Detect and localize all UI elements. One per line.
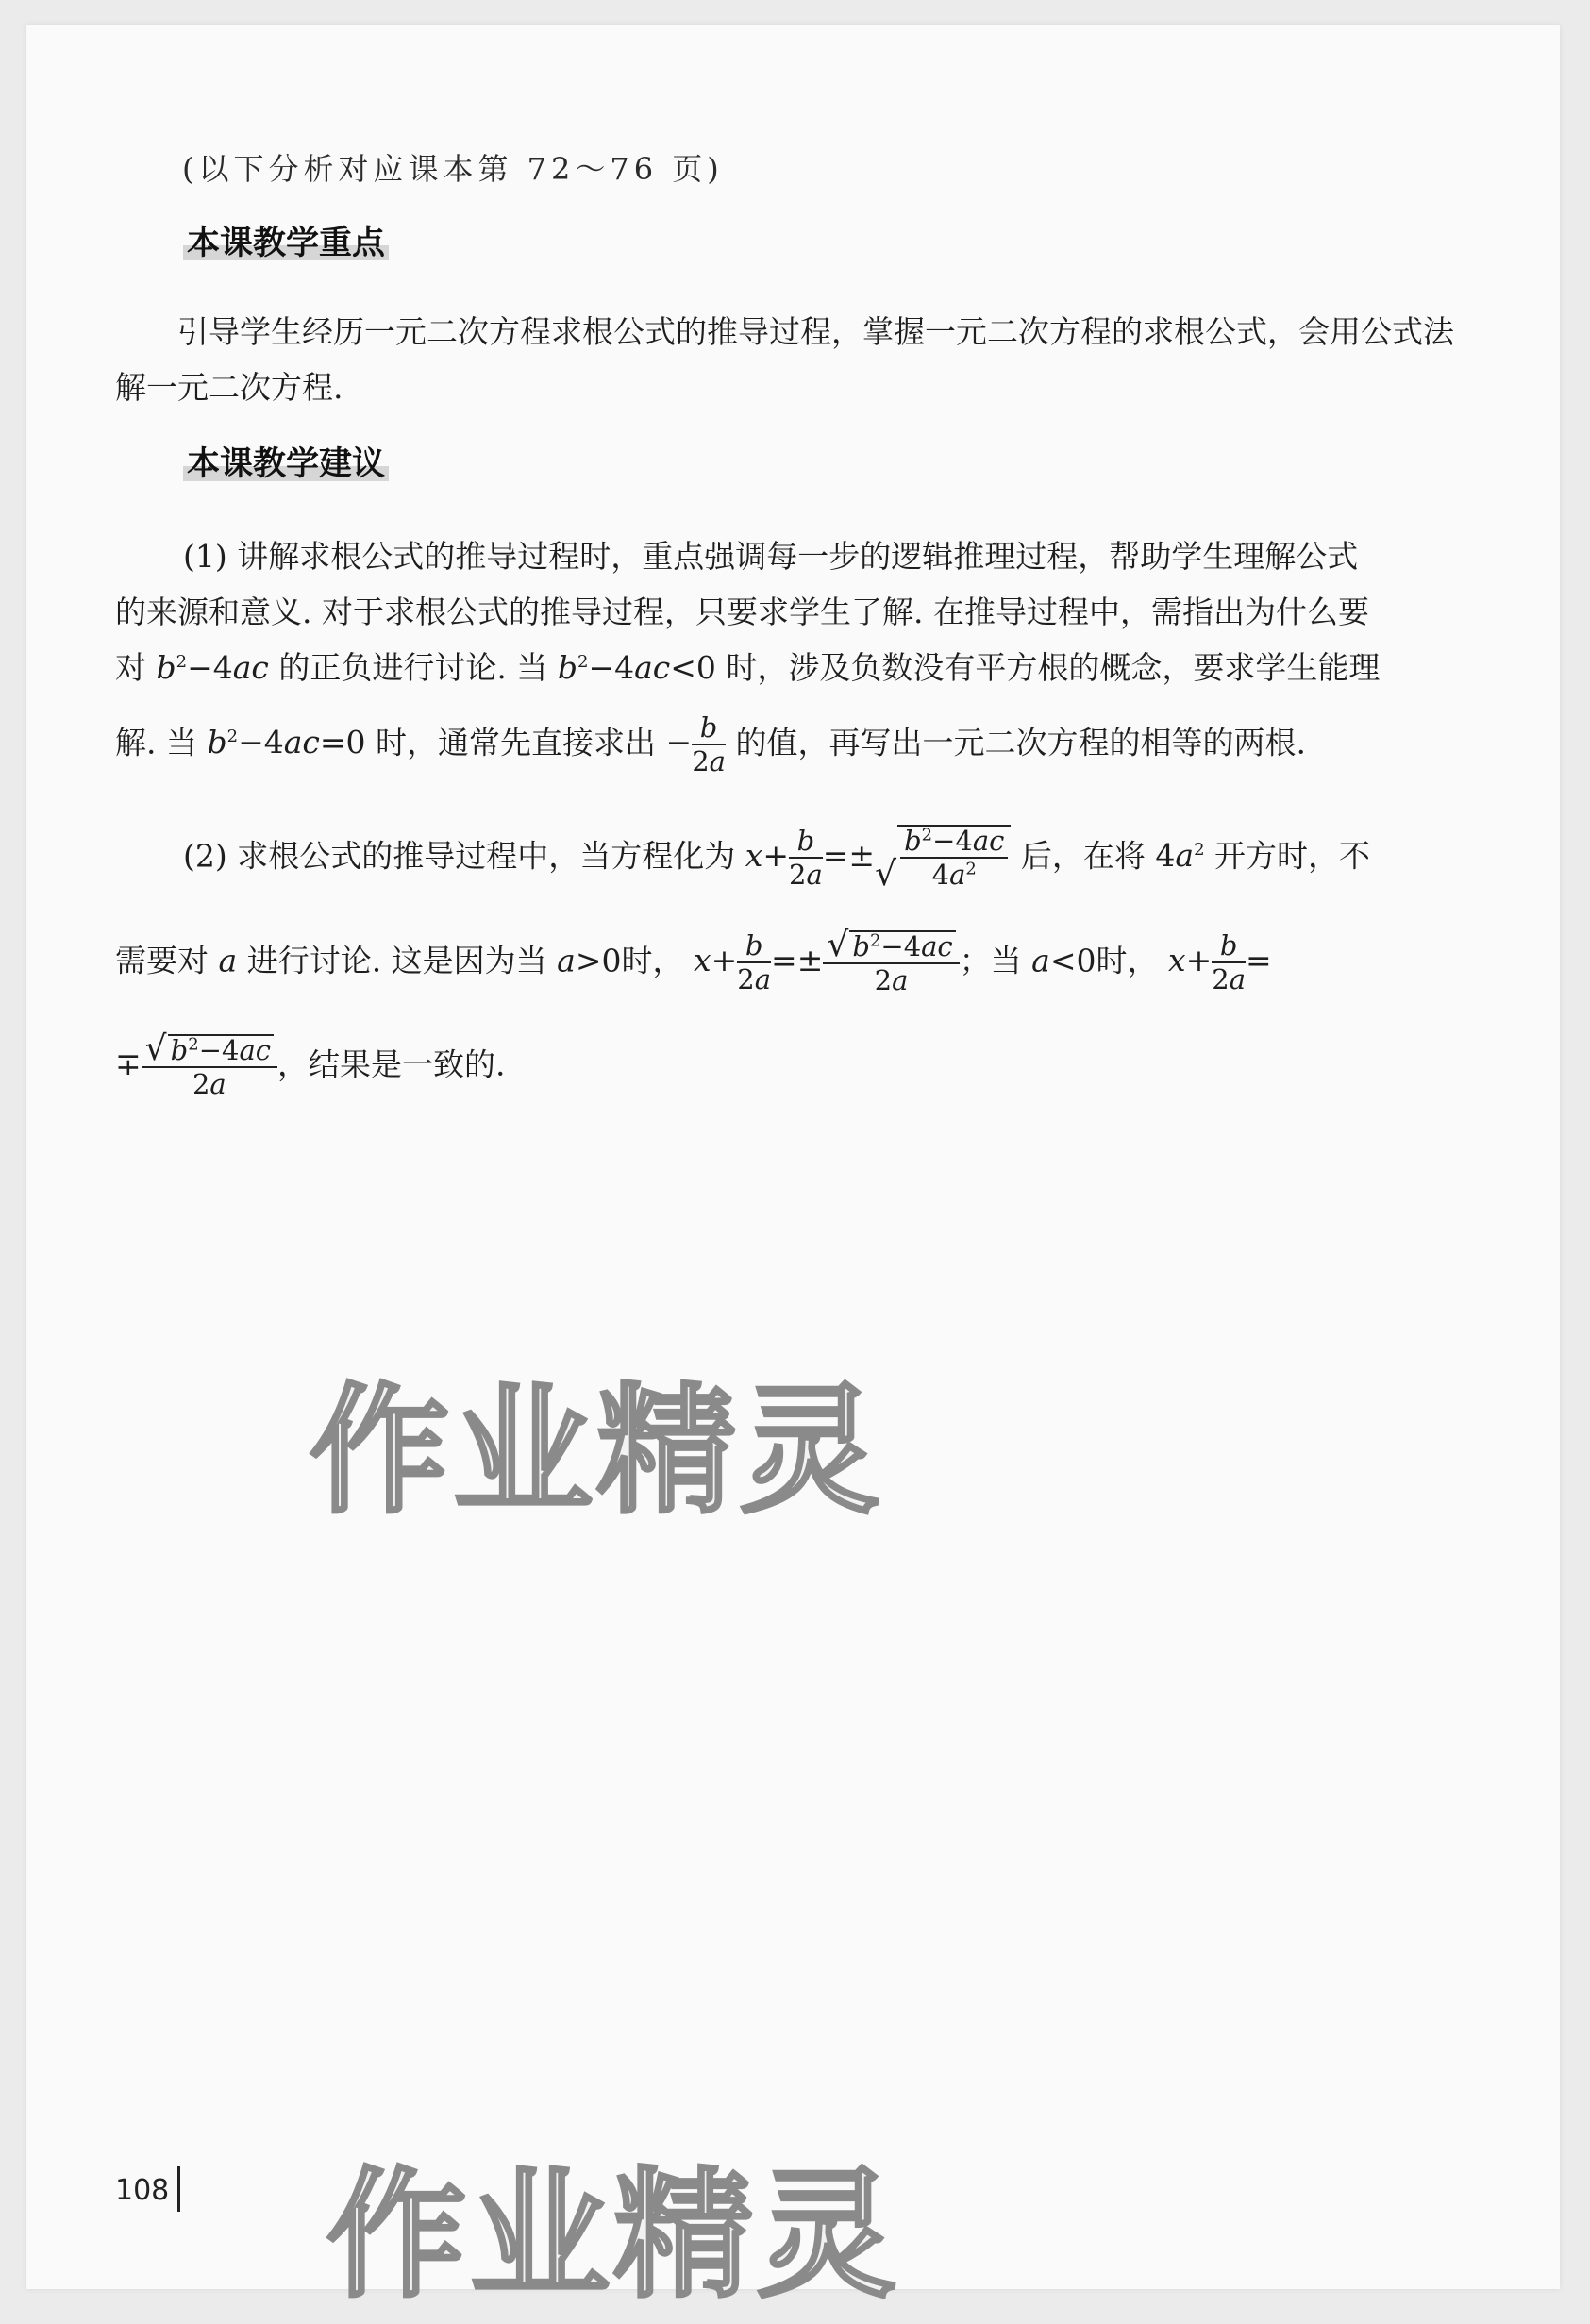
formula-a-positive: x+ $\frac{b}{2a}$ =± √ $b^2-4ac$ 2a [694, 942, 960, 978]
section-heading-key-points: 本课教学重点 [183, 217, 389, 264]
page-reference-note: (以下分析对应课本第 72～76 页) [182, 151, 724, 187]
suggestion-1-line-1: (1) 讲解求根公式的推导过程时，重点强调每一步的逻辑推理过程，帮助学生理解公式 [183, 538, 1359, 575]
suggestion-1-line-4: 解. 当 $b^2-4ac=0$ 时，通常先直接求出 − $\frac{b}{2a}$ 的值，再写出一元二次方程的相等的两根. [115, 711, 1306, 778]
a-positive: a>0 [557, 942, 622, 979]
page-number-divider [177, 2166, 180, 2212]
suggestion-1-line-3: 对 $b^2-4ac$ 的正负进行讨论. 当 $b^2-4ac<0$ 时，涉及负数没有平方根的概念，要求学生能理 [115, 649, 1381, 686]
discriminant-zero: $b^2-4ac=0$ [207, 724, 366, 761]
document-page [26, 25, 1560, 2316]
page-number: 108 [115, 2174, 170, 2207]
suggestion-2-line-1: (2) 求根公式的推导过程中，当方程化为 x+ $\frac{b}{2a}$ =± √ $\frac{b^2-4ac}{4a^2}$ 后，在将 $4a^2$ 开方时，不 [183, 825, 1371, 894]
formula-a-negative-rhs: ∓ √ $b^2-4ac$ 2a [115, 1045, 277, 1082]
discriminant-negative: $b^2-4ac<0$ [557, 649, 716, 686]
discriminant-expression: $b^2-4ac$ [156, 649, 269, 686]
suggestion-2-line-2: 需要对 a 进行讨论. 这是因为当 a>0时， x+ $\frac{b}{2a}$ =± √ $b^2-4ac$ 2a ；当 a<0时， x+ $\frac{b}{2a}$ = [115, 926, 1272, 997]
key-points-paragraph: 引导学生经历一元二次方程求根公式的推导过程，掌握一元二次方程的求根公式，会用公式法解一元二次方程. [115, 313, 1454, 406]
watermark-logo: 作业精灵 [310, 1370, 883, 1532]
formula-completed-square: x+ $\frac{b}{2a}$ =± √ $\frac{b^2-4ac}{4a^2}$ [745, 837, 1012, 874]
four-a-squared: $4a^2$ [1155, 837, 1205, 875]
a-negative: a<0 [1031, 942, 1096, 979]
suggestion-1-line-2: 的来源和意义. 对于求根公式的推导过程，只要求学生了解. 在推导过程中，需指出为什么要 [115, 594, 1369, 630]
suggestion-2-line-3: ∓ √ $b^2-4ac$ 2a ，结果是一致的. [115, 1029, 506, 1101]
variable-a: a [218, 942, 238, 979]
section-heading-suggestions: 本课教学建议 [183, 438, 389, 485]
neg-b-over-2a: − $\frac{b}{2a}$ [665, 711, 726, 778]
watermark-logo-bottom: 作业精灵 [326, 2154, 900, 2316]
formula-a-negative-lhs: x+ $\frac{b}{2a}$ = [1168, 929, 1272, 996]
